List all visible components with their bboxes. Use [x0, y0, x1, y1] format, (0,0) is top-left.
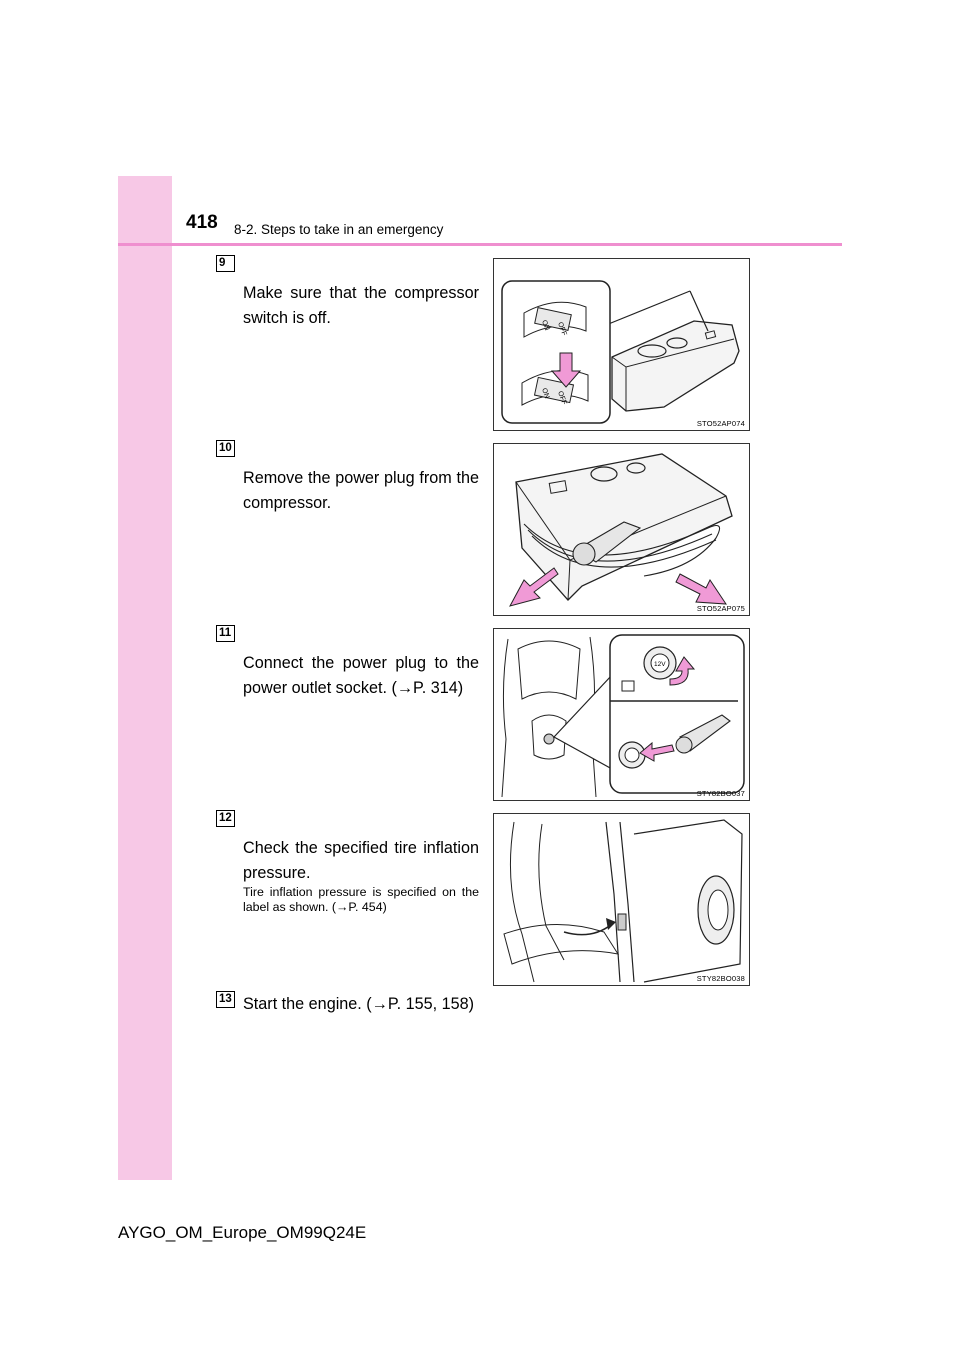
step-badge-13: 13 [216, 991, 235, 1008]
switch-off-label-top: OFF [556, 321, 568, 337]
footer-document-code: AYGO_OM_Europe_OM99Q24E [118, 1223, 367, 1242]
power-plug-removal-illustration [494, 444, 749, 615]
step-badge-9: 9 [216, 255, 235, 272]
step-11-text: Connect the power plug to the power outlet socket. (→P. 314) [243, 654, 479, 697]
step-9-text: Make sure that the compressor switch is off. [243, 284, 479, 327]
door-pillar-label-illustration [494, 814, 749, 985]
figure-remove-power-plug [493, 443, 750, 616]
pull-right-arrow-icon [676, 574, 726, 604]
compressor-switch-illustration [494, 259, 749, 430]
step-13-text: Start the engine. (→P. 155, 158) [243, 995, 474, 1013]
power-outlet-illustration [494, 629, 749, 800]
step-badge-10: 10 [216, 440, 235, 457]
figure-compressor-switch [493, 258, 750, 431]
step-12-text: Check the specified tire inflation pressure. [243, 839, 479, 882]
switch-on-label-top: ON [540, 319, 551, 332]
step-12-note: Tire inflation pressure is specified on the label as shown. (→P. 454) [243, 885, 479, 914]
pull-left-arrow-icon [510, 568, 558, 606]
step-badge-11: 11 [216, 625, 235, 642]
figure-code-9: STO52AP074 [696, 419, 745, 428]
label-pointer-arrow-icon [606, 918, 616, 930]
step-10-text: Remove the power plug from the compressor. [243, 469, 479, 512]
socket-12v-label: 12V [654, 661, 666, 668]
tire-pressure-label-icon [618, 914, 626, 930]
figure-tire-pressure-label [493, 813, 750, 986]
figure-code-12: STY82BO038 [696, 974, 745, 983]
switch-on-label-bottom: ON [540, 387, 551, 400]
header-rule [118, 243, 842, 246]
side-tab-bar [118, 176, 172, 1180]
figure-code-11: STY82BO037 [696, 789, 745, 798]
figure-code-10: STO52AP075 [696, 604, 745, 613]
section-title: 8-2. Steps to take in an emergency [234, 222, 444, 237]
page-number: 418 [186, 212, 218, 233]
figure-power-outlet [493, 628, 750, 801]
step-badge-12: 12 [216, 810, 235, 827]
switch-off-label-bottom: OFF [556, 390, 568, 406]
